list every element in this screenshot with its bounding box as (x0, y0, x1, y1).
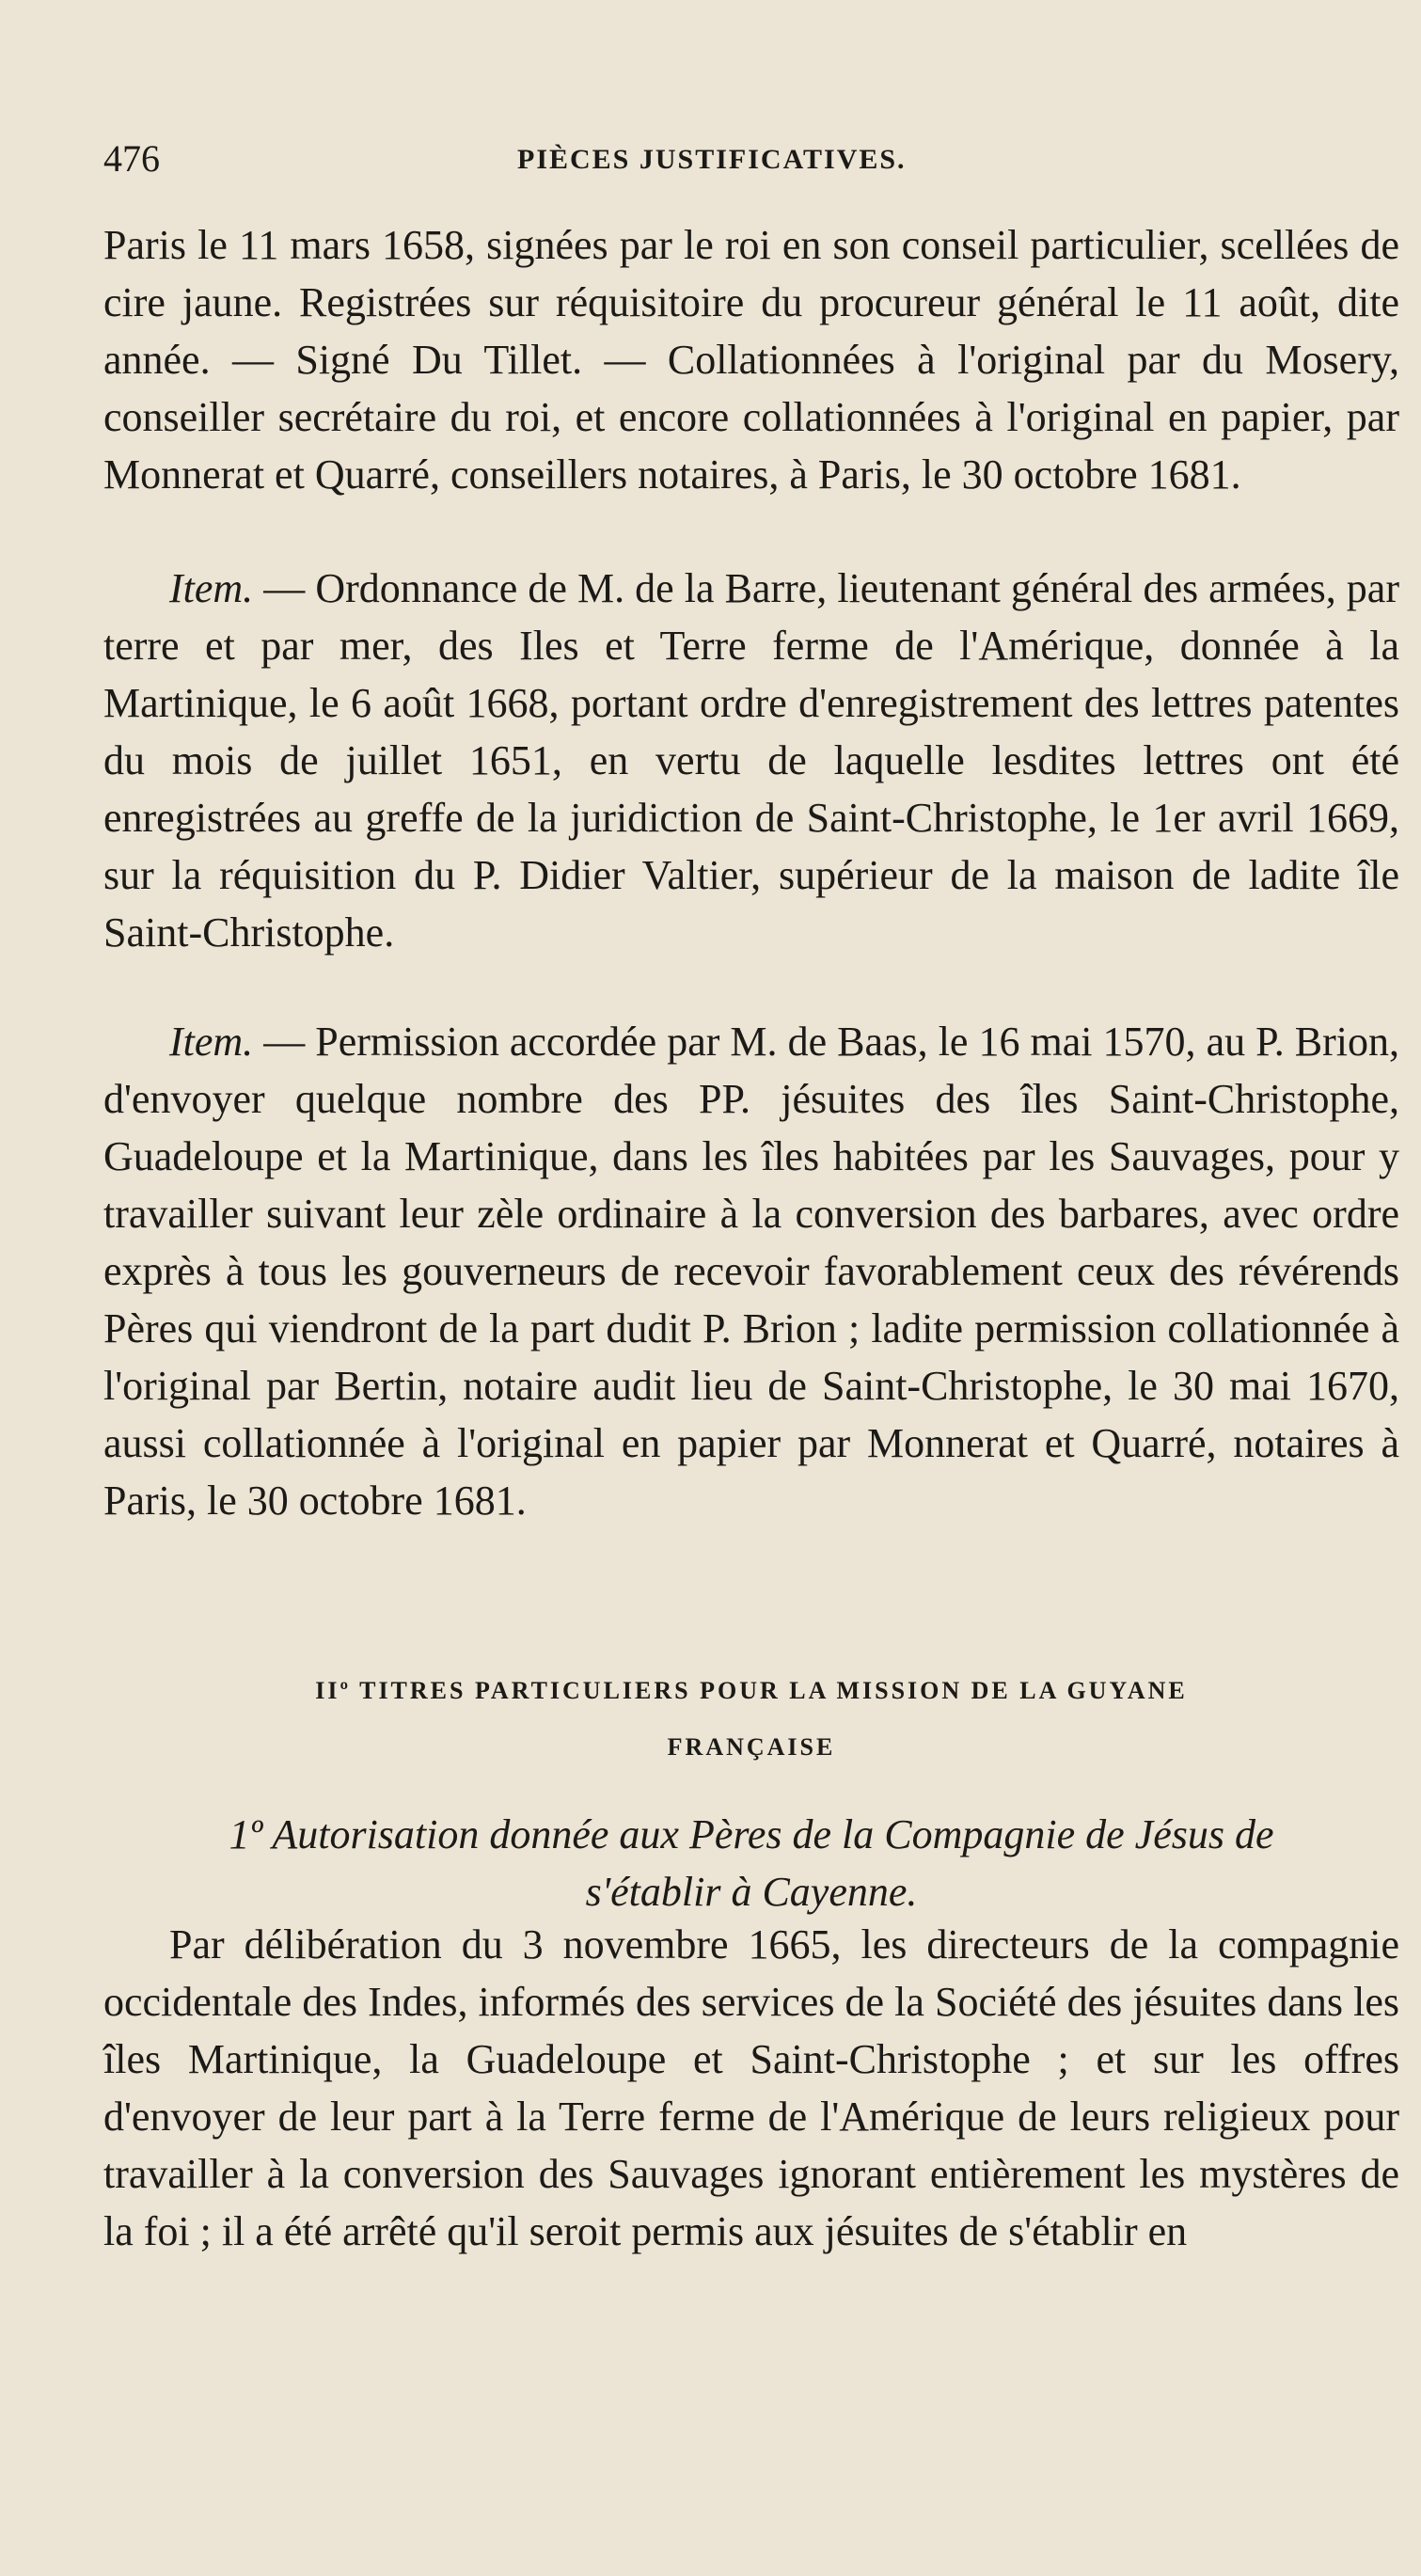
page-header (103, 136, 1365, 193)
subheading-line: s'établir à Cayenne. (585, 1869, 918, 1915)
paragraph-deliberation (103, 1916, 1399, 2260)
paragraph-text: — Ordonnance de M. de la Barre, lieutenant général des armées, par terre et par mer, des Iles et Terre ferme de l'Amérique, donnée à la Martinique, le 6 août 1668, portant ordre d'enregistrement des lettres patentes du mois de juillet 1651, en vertu de laquelle lesdites lettres ont été enregistrées au greffe de la juridiction de Saint-Christophe, le 1er avril 1669, sur la réquisition du P. Didier Valtier, supérieur de la maison de ladite île Saint-Christophe. (103, 565, 1399, 956)
paragraph-text: — Permission accordée par M. de Baas, le 16 mai 1570, au P. Brion, d'envoyer quelque nombre des PP. jésuites des îles Saint-Christophe, Guadeloupe et la Martinique, dans les îles habitées par les Sauvages, pour y travailler suivant leur zèle ordinaire à la conversion des barbares, avec ordre exprès à tous les gouverneurs de recevoir favorablement ceux des révérends Pères qui viendront de la part dudit P. Brion ; ladite permission collationnée à l'original par Bertin, notaire audit lieu de Saint-Christophe, le 30 mai 1670, aussi collationnée à l'original en papier par Monnerat et Quarré, notaires à Paris, le 30 octobre 1681. (103, 1019, 1399, 1524)
paragraph-item-permission (103, 1013, 1399, 1529)
section-title (103, 1663, 1399, 1776)
section-title-line: IIº TITRES PARTICULIERS POUR LA MISSION DE LA GUYANE (315, 1677, 1188, 1704)
item-label: Item. (169, 565, 254, 611)
section-title-line: FRANÇAISE (667, 1733, 836, 1761)
item-label: Item. (169, 1019, 254, 1065)
subheading (103, 1806, 1399, 1920)
page-number: 476 (103, 137, 160, 180)
paragraph-item-ordonnance (103, 560, 1399, 961)
paragraph-text: Paris le 11 mars 1658, signées par le roi en son conseil particulier, scellées de cire jaune. Registrées sur réquisitoire du procureur général le 11 août, dite année. — Signé Du Tillet. — Collationnées à l'original par du Mosery, conseiller secrétaire du roi, et encore collationnées à l'original en papier, par Monnerat et Quarré, conseillers notaires, à Paris, le 30 octobre 1681. (103, 222, 1399, 498)
paragraph-text: Par délibération du 3 novembre 1665, les directeurs de la compagnie occidentale des Indes, informés des services de la Société des jésuites dans les îles Martinique, la Guadeloupe et Saint-Christophe ; et sur les offres d'envoyer de leur part à la Terre ferme de l'Amérique de leurs religieux pour travailler à la conversion des Sauvages ignorant entièrement les mystères de la foi ; il a été arrêté qu'il seroit permis aux jésuites de s'établir en (103, 1921, 1399, 2254)
subheading-line: 1º Autorisation donnée aux Pères de la Compagnie de Jésus de (229, 1811, 1274, 1857)
paragraph-continuation (103, 216, 1399, 503)
running-head: PIÈCES JUSTIFICATIVES. (517, 144, 907, 175)
